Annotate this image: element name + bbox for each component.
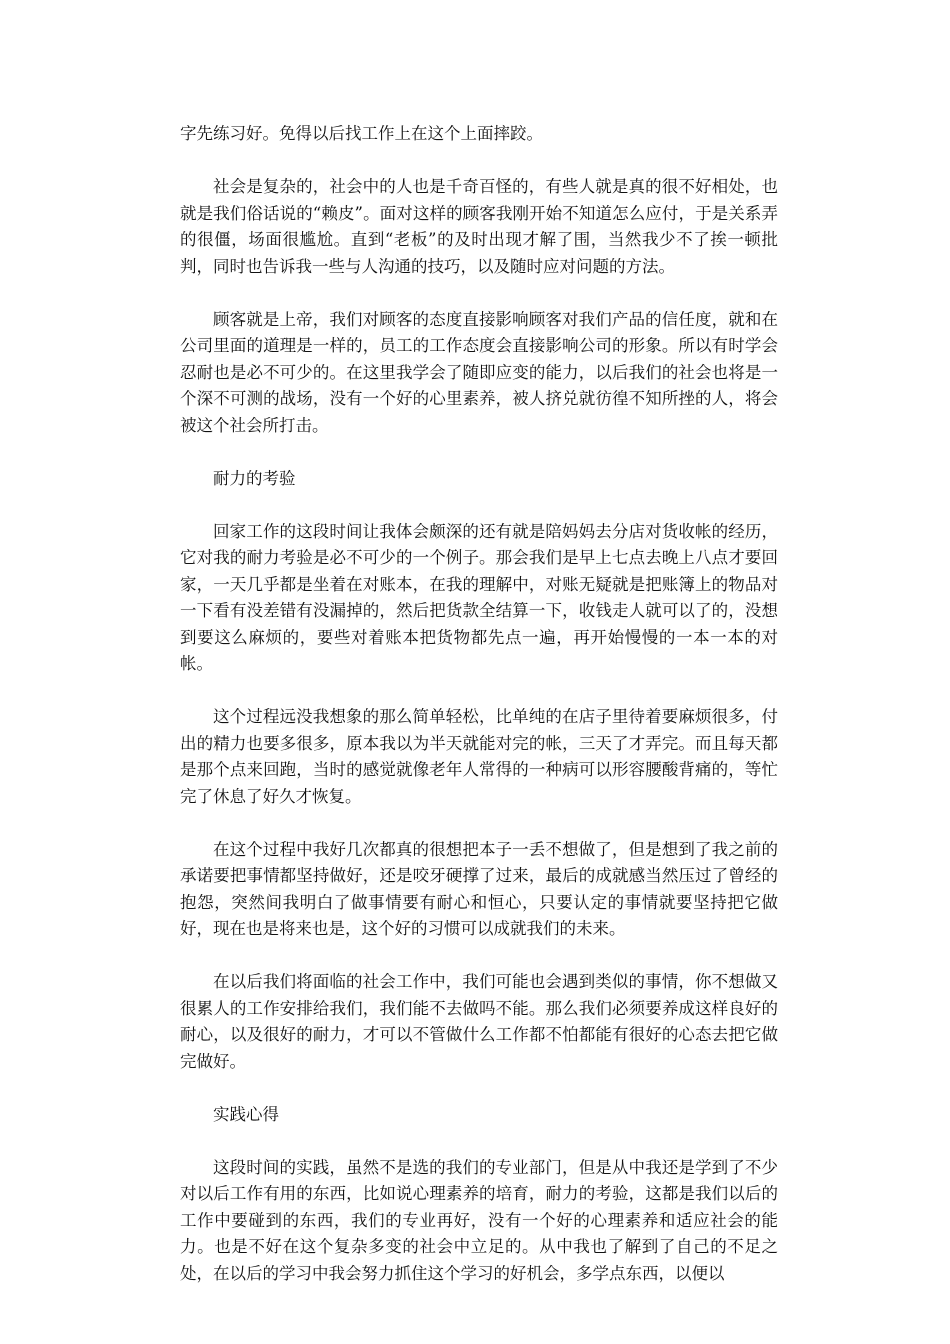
paragraph-5: 这个过程远没我想象的那么简单轻松，比单纯的在店子里待着要麻烦很多，付出的精力也要多很多，原本我以为半天就能对完的帐，三天了才弄完。而且每天都是那个点来回跑，当时的感觉就像老年人常得的一种病可以形容腰酸背痛的，等忙完了休息了好久才恢复。 xyxy=(180,707,778,806)
paragraph-4: 回家工作的这段时间让我体会颇深的还有就是陪妈妈去分店对货收帐的经历，它对我的耐力考验是必不可少的一个例子。那会我们是早上七点去晚上八点才要回家，一天几乎都是坐着在对账本，在我的理解中，对账无疑就是把账簿上的物品对一下看有没差错有没漏掉的，然后把货款全结算一下，收钱走人就可以了的，没想到要这么麻烦的，要些对着账本把货物都先点一遍，再开始慢慢的一本一本的对帐。 xyxy=(180,521,778,673)
paragraph-3: 顾客就是上帝，我们对顾客的态度直接影响顾客对我们产品的信任度，就和在公司里面的道理是一样的，员工的工作态度会直接影响公司的形象。所以有时学会忍耐也是必不可少的。在这里我学会了随即应变的能力，以后我们的社会也将是一个深不可测的战场，没有一个好的心里素养，被人挤兑就彷徨不知所挫的人，将会被这个社会所打击。 xyxy=(180,309,778,435)
paragraph-7: 在以后我们将面临的社会工作中，我们可能也会遇到类似的事情，你不想做又很累人的工作安排给我们，我们能不去做吗不能。那么我们必须要养成这样良好的耐心，以及很好的耐力，才可以不管做什么工作都不怕都能有很好的心态去把它做完做好。 xyxy=(180,972,778,1071)
section-heading-endurance: 耐力的考验 xyxy=(213,468,296,488)
document-page xyxy=(180,121,778,1314)
paragraph-2: 社会是复杂的，社会中的人也是千奇百怪的，有些人就是真的很不好相处，也就是我们俗话说的“赖皮”。面对这样的顾客我刚开始不知道怎么应付，于是关系弄的很僵，场面很尴尬。直到“老板”的及时出现才解了围，当然我少不了挨一顿批判，同时也告诉我一些与人沟通的技巧，以及随时应对问题的方法。 xyxy=(180,177,778,276)
section-heading-practice: 实践心得 xyxy=(213,1104,279,1124)
paragraph-6: 在这个过程中我好几次都真的很想把本子一丢不想做了，但是想到了我之前的承诺要把事情都坚持做好，还是咬牙硬撑了过来，最后的成就感当然压过了曾经的抱怨，突然间我明白了做事情要有耐心和恒心，只要认定的事情就要坚持把它做好，现在也是将来也是，这个好的习惯可以成就我们的未来。 xyxy=(180,839,778,938)
paragraph-1: 字先练习好。免得以后找工作上在这个上面摔跤。 xyxy=(180,124,543,143)
paragraph-8: 这段时间的实践，虽然不是选的我们的专业部门，但是从中我还是学到了不少对以后工作有用的东西，比如说心理素养的培育，耐力的考验，这都是我们以后的工作中要碰到的东西，我们的专业再好，没有一个好的心理素养和适应社会的能力。也是不好在这个复杂多变的社会中立足的。从中我也了解到了自己的不足之处，在以后的学习中我会努力抓住这个学习的好机会，多学点东西，以便以 xyxy=(180,1157,778,1283)
